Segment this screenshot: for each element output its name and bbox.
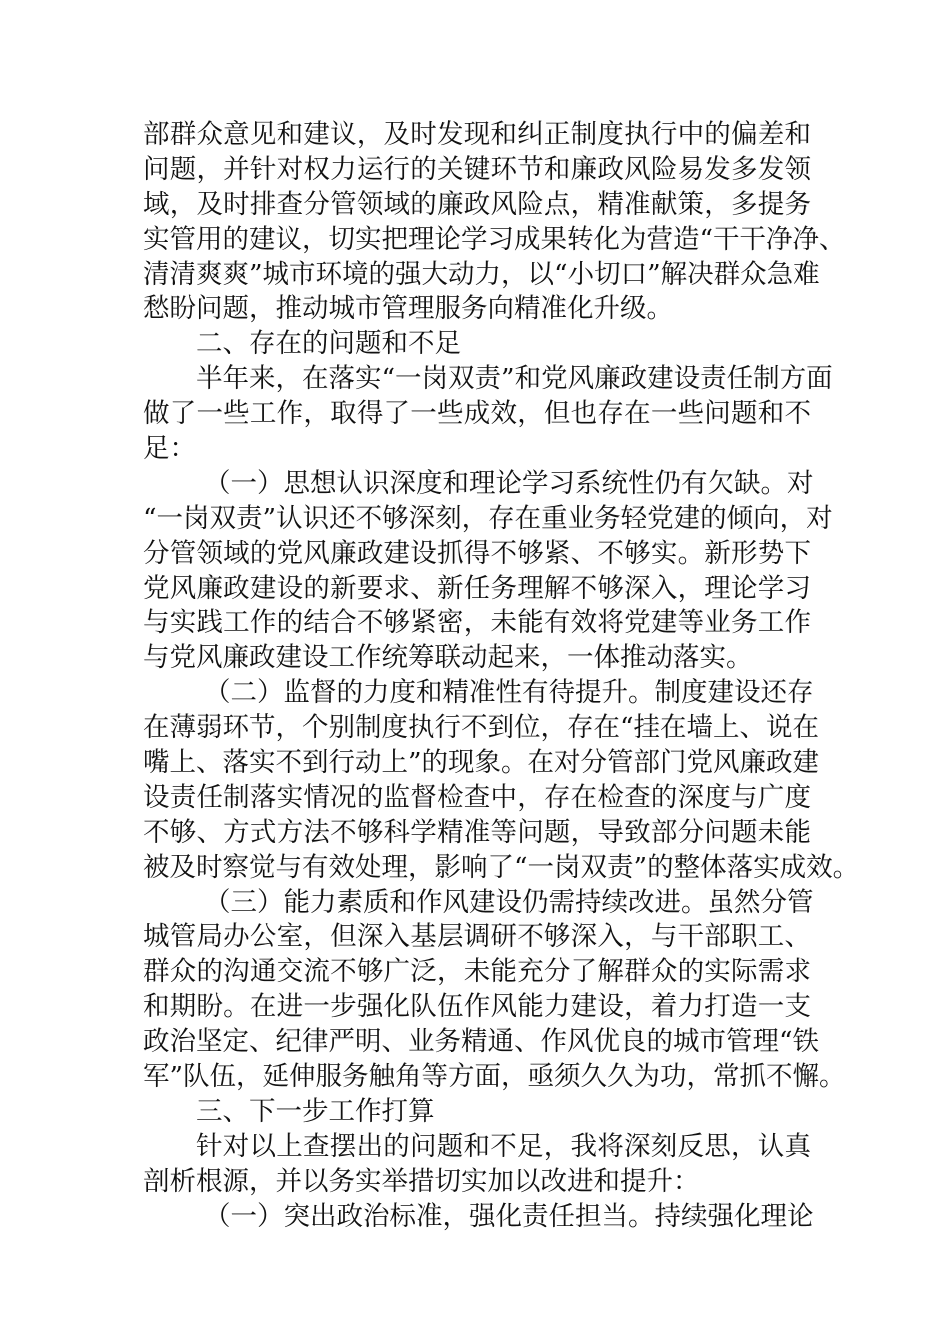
body-text-line: 问题，并针对权力运行的关键环节和廉政风险易发多发领 bbox=[143, 153, 811, 185]
body-text-line: 做了一些工作，取得了一些成效，但也存在一些问题和不 bbox=[143, 398, 811, 430]
body-text-line: 愁盼问题，推动城市管理服务向精准化升级。 bbox=[143, 293, 673, 325]
body-text-line: 清清爽爽”城市环境的强大动力，以“小切口”解决群众急难 bbox=[143, 258, 820, 290]
body-text-line: 政治坚定、纪律严明、业务精通、作风优良的城市管理“铁 bbox=[143, 1026, 820, 1058]
body-text-line: “一岗双责”认识还不够深刻，存在重业务轻党建的倾向，对 bbox=[143, 502, 833, 534]
body-text-line: 实管用的建议，切实把理论学习成果转化为营造“干干净净、 bbox=[143, 223, 846, 255]
body-text-line: 分管领域的党风廉政建设抓得不够紧、不够实。新形势下 bbox=[143, 537, 811, 569]
body-text-line: 域，及时排查分管领域的廉政风险点，精准献策，多提务 bbox=[143, 188, 811, 220]
body-text-line: 不够、方式方法不够科学精准等问题，导致部分问题未能 bbox=[143, 816, 811, 848]
body-text-line: 设责任制落实情况的监督检查中，存在检查的深度与广度 bbox=[143, 781, 811, 813]
subsection-line: （一）思想认识深度和理论学习系统性仍有欠缺。对 bbox=[204, 467, 814, 499]
body-text-line: 部群众意见和建议，及时发现和纠正制度执行中的偏差和 bbox=[143, 119, 811, 150]
body-text-line: 针对以上查摆出的问题和不足，我将深刻反思，认真 bbox=[196, 1130, 811, 1162]
section-heading: 三、下一步工作打算 bbox=[196, 1095, 435, 1127]
section-heading: 二、存在的问题和不足 bbox=[196, 328, 461, 360]
body-text-line: 被及时察觉与有效处理，影响了“一岗双责”的整体落实成效。 bbox=[143, 851, 860, 883]
document-page bbox=[143, 118, 860, 1235]
body-text-line: 军”队伍，延伸服务触角等方面，亟须久久为功，常抓不懈。 bbox=[143, 1061, 846, 1093]
subsection-line: （三）能力素质和作风建设仍需持续改进。虽然分管 bbox=[204, 886, 814, 918]
body-text-line: 群众的沟通交流不够广泛，未能充分了解群众的实际需求 bbox=[143, 956, 811, 988]
subsection-line: （一）突出政治标准，强化责任担当。持续强化理论 bbox=[204, 1200, 814, 1232]
body-text-line: 嘴上、落实不到行动上”的现象。在对分管部门党风廉政建 bbox=[143, 747, 820, 779]
body-text-line: 党风廉政建设的新要求、新任务理解不够深入，理论学习 bbox=[143, 572, 811, 604]
body-text-line: 足： bbox=[143, 433, 196, 465]
body-text-line: 半年来，在落实“一岗双责”和党风廉政建设责任制方面 bbox=[196, 363, 833, 395]
body-text-line: 在薄弱环节，个别制度执行不到位，存在“挂在墙上、说在 bbox=[143, 712, 820, 744]
body-text-line: 剖析根源，并以务实举措切实加以改进和提升： bbox=[143, 1165, 700, 1197]
subsection-line: （二）监督的力度和精准性有待提升。制度建设还存 bbox=[204, 677, 814, 709]
body-text-line: 城管局办公室，但深入基层调研不够深入，与干部职工、 bbox=[143, 921, 811, 953]
body-text-line: 与实践工作的结合不够紧密，未能有效将党建等业务工作 bbox=[143, 607, 811, 639]
body-text-line: 与党风廉政建设工作统筹联动起来，一体推动落实。 bbox=[143, 642, 753, 674]
body-text-line: 和期盼。在进一步强化队伍作风能力建设，着力打造一支 bbox=[143, 991, 811, 1023]
